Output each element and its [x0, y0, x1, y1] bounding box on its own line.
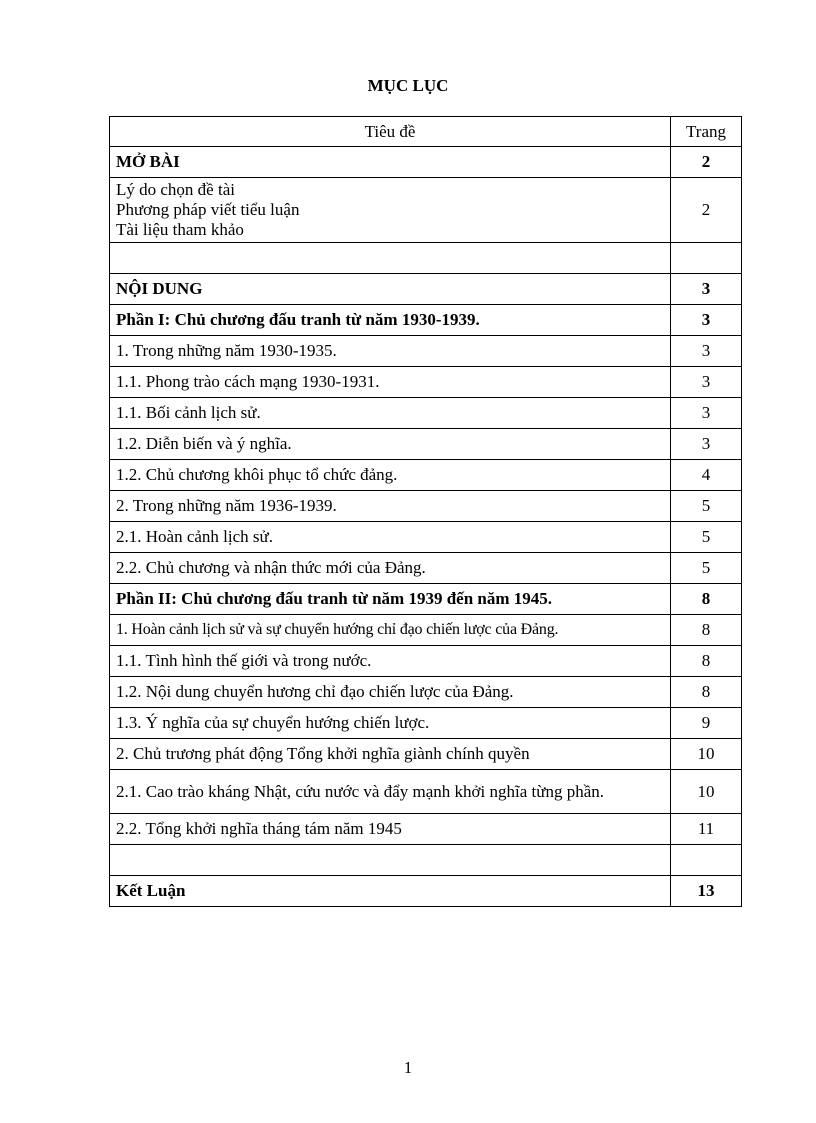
toc-entry-title: Phần I: Chủ chương đấu tranh từ năm 1930-1939.: [110, 305, 671, 336]
toc-entry-page: 8: [671, 615, 742, 646]
toc-entry-page: 4: [671, 460, 742, 491]
toc-entry-page: 9: [671, 708, 742, 739]
toc-row: [110, 491, 742, 522]
toc-entry-title: 1. Hoàn cảnh lịch sử và sự chuyển hướng chỉ đạo chiến lược của Đảng.: [110, 615, 671, 646]
page-number: 1: [403, 1058, 413, 1077]
toc-row: [110, 646, 742, 677]
toc-entry-title: 1.2. Diễn biến và ý nghĩa.: [110, 429, 671, 460]
toc-entry-page: 2: [671, 178, 742, 243]
toc-entry-title: Kết Luận: [110, 876, 671, 907]
toc-entry-page: 3: [671, 367, 742, 398]
toc-entry-page: 3: [671, 398, 742, 429]
toc-entry-page: 11: [671, 814, 742, 845]
toc-entry-title: 2.1. Hoàn cảnh lịch sử.: [110, 522, 671, 553]
table-of-contents: [109, 116, 742, 907]
toc-entry-page: 8: [671, 677, 742, 708]
toc-entry-title: 1. Trong những năm 1930-1935.: [110, 336, 671, 367]
toc-entry-page: 3: [671, 305, 742, 336]
toc-entry-page: 2: [671, 147, 742, 178]
toc-row: [110, 460, 742, 491]
toc-entry-title: MỞ BÀI: [110, 147, 671, 178]
toc-entry-page: 10: [671, 739, 742, 770]
toc-header-row: [110, 117, 742, 147]
toc-row: [110, 274, 742, 305]
toc-entry-page: 5: [671, 491, 742, 522]
toc-entry-page: 3: [671, 336, 742, 367]
toc-entry-title: 1.1. Phong trào cách mạng 1930-1931.: [110, 367, 671, 398]
toc-row: [110, 708, 742, 739]
toc-row: [110, 367, 742, 398]
toc-entry-line: Tài liệu tham khảo: [116, 220, 244, 239]
toc-row: [110, 178, 742, 243]
toc-entry-page: 8: [671, 584, 742, 615]
toc-entry-line: Lý do chọn đề tài: [116, 180, 235, 199]
toc-row: [110, 553, 742, 584]
toc-row: [110, 814, 742, 845]
toc-entry-title: Phần II: Chủ chương đấu tranh từ năm 1939 đến năm 1945.: [110, 584, 671, 615]
toc-row: [110, 615, 742, 646]
toc-entry-page: 10: [671, 770, 742, 814]
toc-row: [110, 429, 742, 460]
toc-entry-line: Phương pháp viết tiểu luận: [116, 200, 300, 219]
toc-row: [110, 584, 742, 615]
toc-entry-title: 2.2. Chủ chương và nhận thức mới của Đảng.: [110, 553, 671, 584]
toc-entry-page: 3: [671, 429, 742, 460]
toc-entry-page: 8: [671, 646, 742, 677]
toc-entry-title: 1.3. Ý nghĩa của sự chuyển hướng chiến lược.: [110, 708, 671, 739]
toc-entry-title: [110, 243, 671, 274]
toc-entry-title: 2.2. Tổng khởi nghĩa tháng tám năm 1945: [110, 814, 671, 845]
toc-entry-page: 13: [671, 876, 742, 907]
toc-entry-page: 5: [671, 553, 742, 584]
toc-row: [110, 398, 742, 429]
document-title: MỤC LỤC: [367, 76, 449, 95]
toc-entry-title: NỘI DUNG: [110, 274, 671, 305]
toc-entry-title: 1.2. Chủ chương khôi phục tổ chức đảng.: [110, 460, 671, 491]
toc-row: [110, 522, 742, 553]
toc-entry-title: 2. Trong những năm 1936-1939.: [110, 491, 671, 522]
toc-header-title: Tiêu đề: [110, 117, 671, 147]
toc-entry-title: 2. Chủ trương phát động Tổng khởi nghĩa giành chính quyền: [110, 739, 671, 770]
toc-row: [110, 147, 742, 178]
toc-entry-page: [671, 845, 742, 876]
toc-row-empty: [110, 243, 742, 274]
toc-entry-title: 1.1. Tình hình thế giới và trong nước.: [110, 646, 671, 677]
toc-row: [110, 876, 742, 907]
toc-entry-title: 2.1. Cao trào kháng Nhật, cứu nước và đẩy mạnh khởi nghĩa từng phần.: [110, 770, 671, 814]
toc-row: [110, 336, 742, 367]
toc-row: [110, 677, 742, 708]
toc-entry-title: [110, 178, 671, 243]
toc-row: [110, 305, 742, 336]
toc-entry-title: 1.1. Bối cảnh lịch sử.: [110, 398, 671, 429]
toc-row: [110, 739, 742, 770]
toc-header-page: Trang: [671, 117, 742, 147]
toc-entry-page: 5: [671, 522, 742, 553]
toc-entry-page: 3: [671, 274, 742, 305]
toc-row-empty: [110, 845, 742, 876]
toc-row: [110, 770, 742, 814]
toc-entry-title: [110, 845, 671, 876]
toc-entry-title: 1.2. Nội dung chuyển hương chỉ đạo chiến lược của Đảng.: [110, 677, 671, 708]
toc-entry-page: [671, 243, 742, 274]
